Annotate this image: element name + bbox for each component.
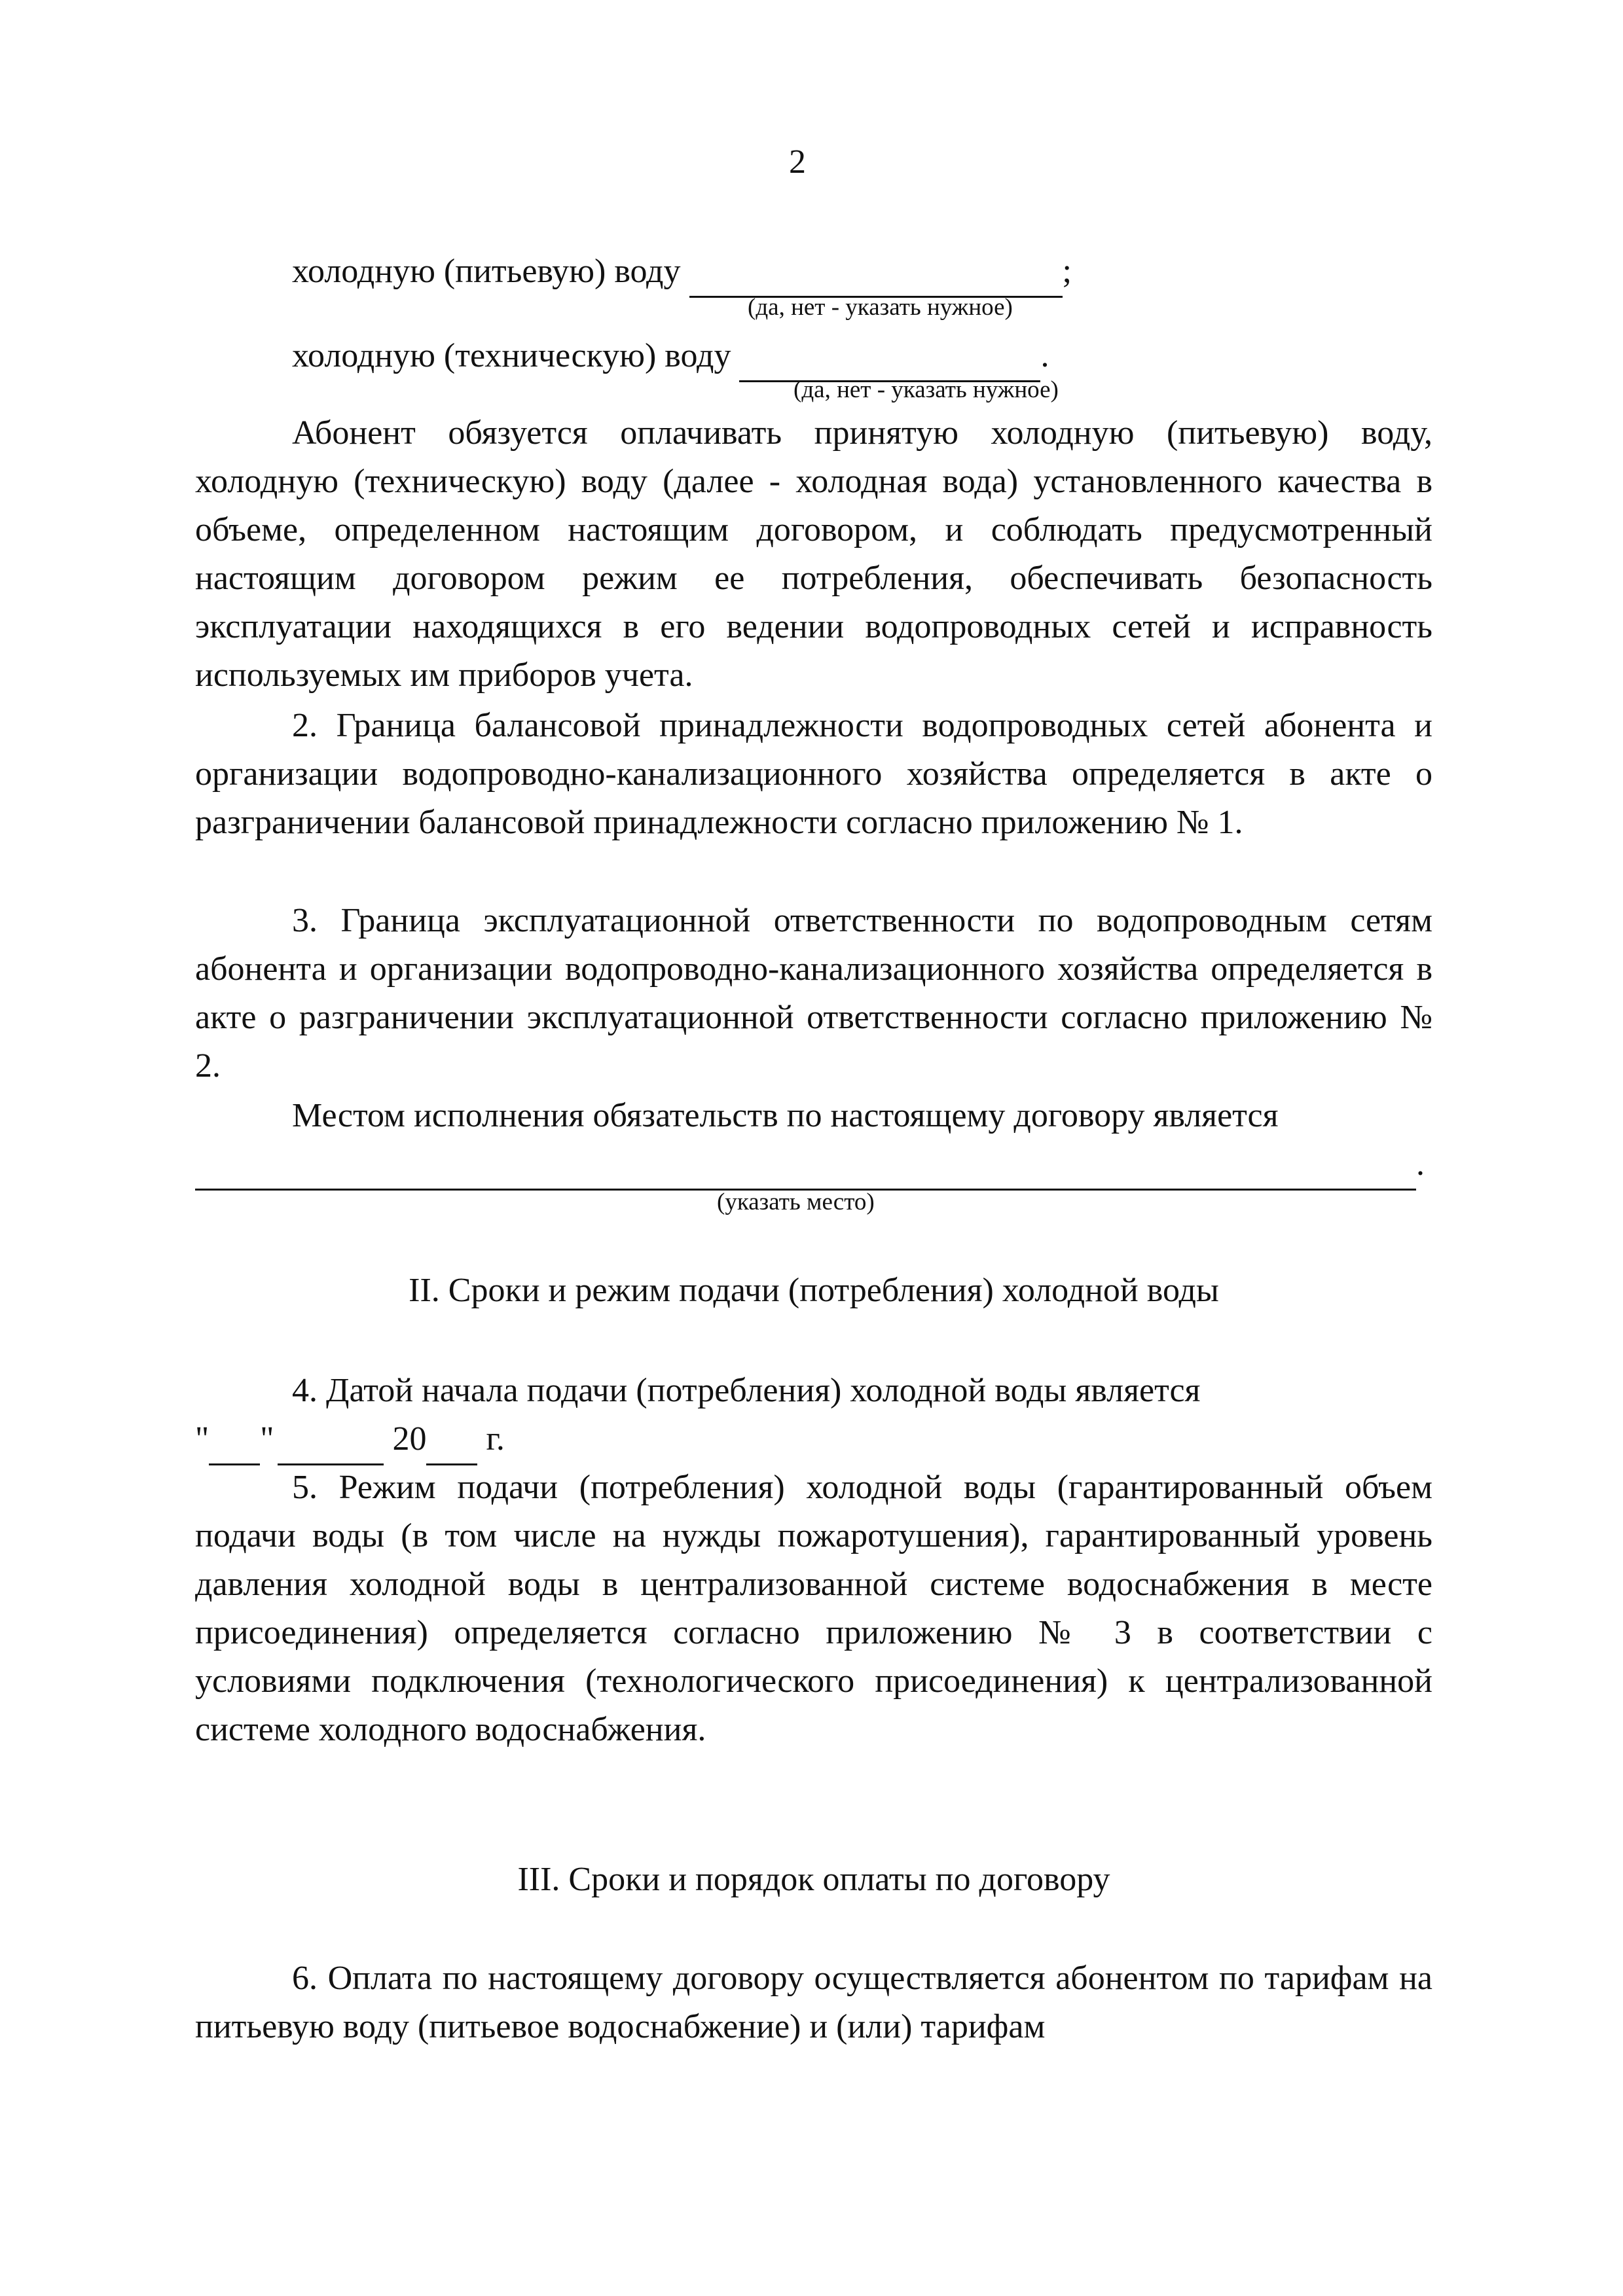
field-technical-water-hint: (да, нет - указать нужное)	[793, 376, 1059, 403]
field-drinking-water-blank[interactable]	[689, 247, 1063, 298]
date-quote-open: "	[195, 1420, 210, 1458]
date-year-suffix: г.	[486, 1420, 505, 1458]
paragraph-abonent: Абонент обязуется оплачивать принятую холодную (питьевую) воду, холодную (техническую) воду (далее - холодная вода) установленного качества в объеме, определенном настоящим договором, и соблюдать предусмотренный настоящим договором режим ее потребления, обеспечивать безопасность эксплуатации находящихся в его ведении водопроводных сетей и исправность используемых им приборов учета.	[195, 414, 1432, 694]
date-year-blank[interactable]	[426, 1415, 477, 1465]
date-quote-close: "	[260, 1420, 274, 1458]
field-drinking-water	[292, 247, 1072, 298]
paragraph-place: Местом исполнения обязательств по настоящему договору является	[292, 1097, 1279, 1134]
page-number: 2	[789, 143, 806, 181]
field-drinking-water-label: холодную (питьевую) воду	[292, 253, 681, 290]
field-drinking-water-end: ;	[1062, 253, 1072, 290]
paragraph-5: 5. Режим подачи (потребления) холодной воды (гарантированный объем подачи воды (в том числе на нужды пожаротушения), гарантированный уровень давления холодной воды в централизованной системе водоснабжения в месте присоединения) определяется согласно приложению № 3 в соответствии с условиями подключения (технологического присоединения) к централизованной системе холодного водоснабжения.	[195, 1469, 1432, 1748]
field-drinking-water-hint: (да, нет - указать нужное)	[748, 294, 1013, 321]
paragraph-2: 2. Граница балансовой принадлежности водопроводных сетей абонента и организации водопроводно-канализационного хозяйства определяется в акте о разграничении балансовой принадлежности согласно приложению № 1.	[195, 707, 1432, 841]
date-month-blank[interactable]	[278, 1415, 384, 1465]
paragraph-6: 6. Оплата по настоящему договору осуществляется абонентом по тарифам на питьевую воду (питьевое водоснабжение) и (или) тарифам	[195, 1960, 1432, 2045]
paragraph-4: 4. Датой начала подачи (потребления) холодной воды является	[292, 1372, 1201, 1409]
field-technical-water-label: холодную (техническую) воду	[292, 337, 731, 374]
place-line	[195, 1140, 1425, 1191]
date-day-blank[interactable]	[209, 1415, 260, 1465]
place-end: .	[1416, 1145, 1425, 1183]
field-technical-water-blank[interactable]	[739, 332, 1040, 382]
place-blank[interactable]	[195, 1140, 1416, 1191]
section-heading-2: II. Сроки и режим подачи (потребления) холодной воды	[409, 1272, 1219, 1309]
place-hint: (указать место)	[717, 1189, 875, 1215]
date-century: 20	[392, 1420, 427, 1458]
paragraph-3: 3. Граница эксплуатационной ответственности по водопроводным сетям абонента и организации водопроводно-канализационного хозяйства определяется в акте о разграничении эксплуатационной ответственности согласно приложению № 2.	[195, 902, 1432, 1085]
field-technical-water	[292, 332, 1049, 382]
field-technical-water-end: .	[1040, 337, 1049, 374]
section-heading-3: III. Сроки и порядок оплаты по договору	[517, 1861, 1110, 1898]
date-line	[195, 1415, 505, 1465]
